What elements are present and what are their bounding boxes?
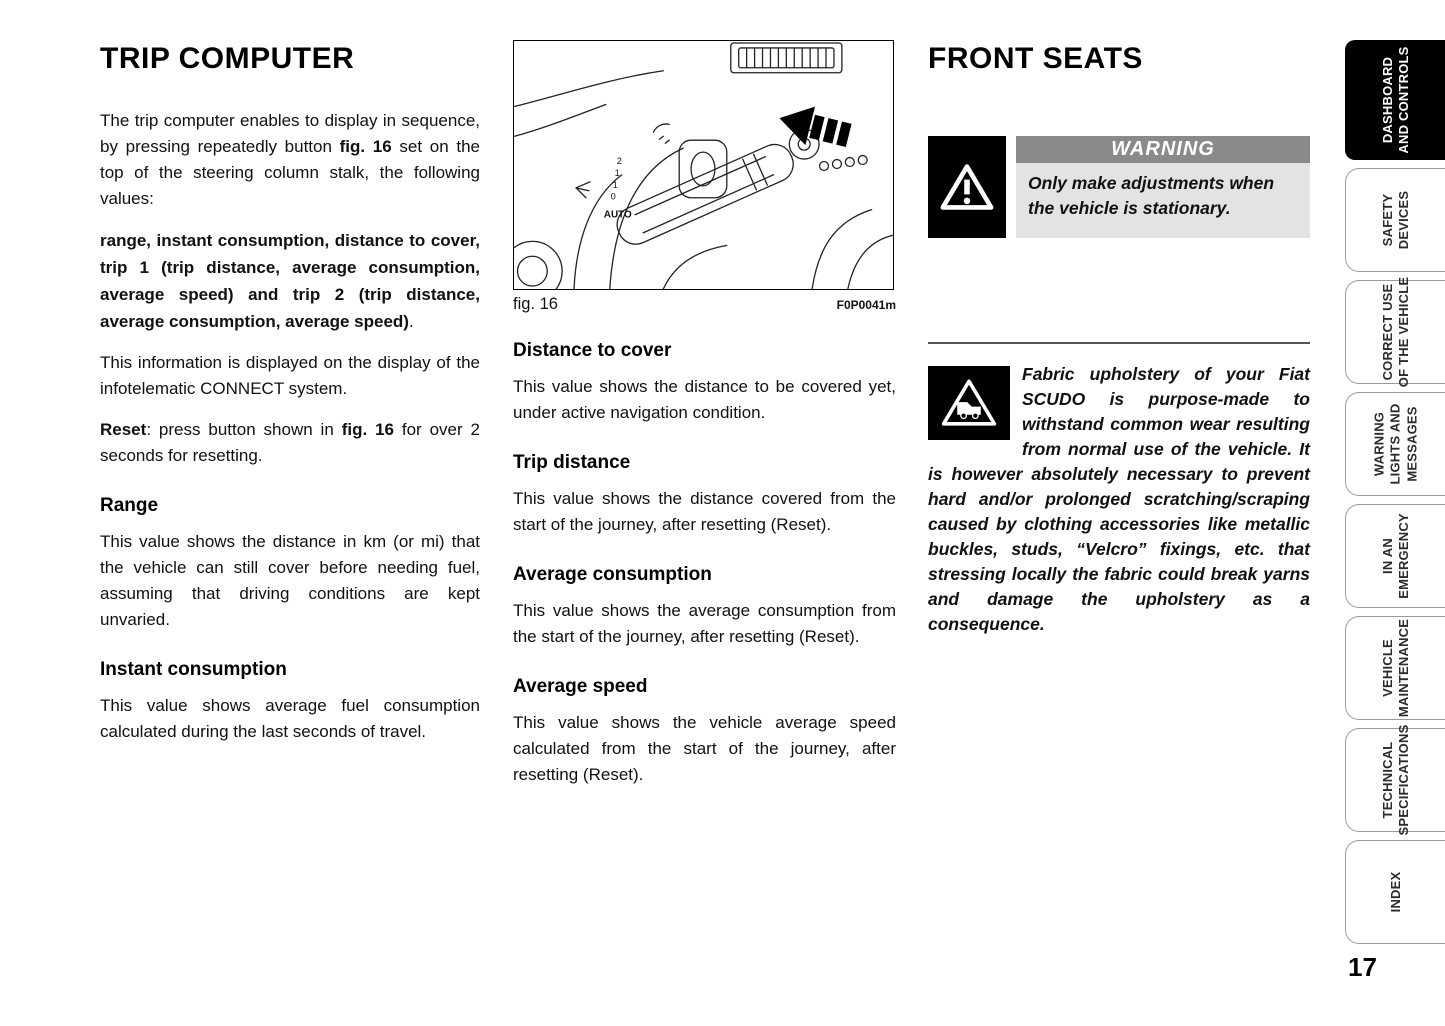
- distance-to-cover-heading: Distance to cover: [513, 340, 672, 361]
- sidebar-tab-dashboard-and-controls[interactable]: [1345, 40, 1445, 160]
- stalk-number-2: 2: [616, 156, 622, 167]
- stalk-number-0: 0: [610, 191, 616, 202]
- fig-16-reference-2: fig. 16: [341, 420, 394, 439]
- trip-distance-heading: Trip distance: [513, 452, 631, 473]
- stalk-number-1a: 1: [614, 167, 620, 178]
- reset-text: : press button shown in: [146, 420, 342, 439]
- sidebar-tab-label: TECHNICAL SPECIFICATIONS: [1379, 724, 1411, 836]
- warning-triangle-icon: [928, 136, 1006, 238]
- stalk-body: [611, 139, 799, 250]
- fabric-note-text: Fabric upholstery of your Fiat SCUDO is purpose-made to withstand common wear resulting from normal use of the vehicle. It is however absolutely necessary to prevent hard and/or prolonged scratching/scraping caused by clothing accessories like metallic buckles, studs, “Velcro” fixings, etc. that stressing locally the fabric could break yarns and damage the upholstery as a consequence.: [928, 364, 1310, 634]
- stalk-number-1b: 1: [612, 179, 618, 190]
- range-paragraph: This value shows the distance in km (or mi) that the vehicle can still cover before needing fuel, assuming that driving conditions are kept unvaried.: [100, 532, 480, 629]
- sidebar-tab-warning-lights-and-messages[interactable]: [1345, 392, 1445, 496]
- auto-label: AUTO: [603, 209, 632, 221]
- fabric-upholstery-note: [928, 362, 1310, 637]
- page-number: 17: [1348, 952, 1377, 982]
- distance-to-cover-paragraph: This value shows the distance to be covered yet, under active navigation condition.: [513, 377, 896, 422]
- average-consumption-paragraph: This value shows the average consumption from the start of the journey, after resetting (Reset).: [513, 601, 896, 646]
- reset-label: Reset: [100, 420, 147, 439]
- intro-text: The trip computer enables to display in sequence, by pressing repeatedly button: [100, 111, 480, 156]
- caution-van-triangle-icon: [928, 366, 1010, 440]
- sidebar-tab-technical-specifications[interactable]: [1345, 724, 1445, 836]
- reset-text-cont: for over 2 seconds for resetting.: [100, 420, 481, 465]
- sidebar-tab-vehicle-maintenance[interactable]: [1345, 616, 1445, 720]
- sidebar-tab-in-an-emergency[interactable]: [1345, 504, 1445, 608]
- average-consumption-heading: Average consumption: [513, 564, 712, 585]
- sidebar-tab-label: SAFETY DEVICES: [1379, 190, 1411, 250]
- warning-text: Only make adjustments when the vehicle is stationary.: [1028, 173, 1275, 218]
- sidebar-tab-safety-devices[interactable]: [1345, 168, 1445, 272]
- sidebar-tab-correct-use-of-the-vehicle[interactable]: [1345, 276, 1445, 388]
- trip-values-descriptions: [513, 340, 896, 788]
- sidebar-tab-label: IN AN EMERGENCY: [1379, 513, 1411, 599]
- front-seats-title: FRONT SEATS: [928, 42, 1143, 75]
- figure-16-box: [513, 40, 894, 290]
- warning-header: WARNING: [1016, 136, 1310, 163]
- values-list-bold: range, instant consumption, distance to cover, trip 1 (trip distance, average consumption, average speed) and trip 2 (trip distance, average consumption, average speed): [100, 231, 480, 331]
- sidebar-tab-label: WARNING LIGHTS AND MESSAGES: [1371, 403, 1419, 485]
- values-list-period: .: [408, 312, 414, 331]
- instant-consumption-heading: Instant consumption: [100, 659, 287, 680]
- intro-text-cont: set on the top of the steering column stalk, the following values:: [100, 137, 481, 208]
- trip-computer-section: [100, 42, 480, 760]
- chapter-tab-sidebar: [1345, 40, 1445, 952]
- trip-distance-paragraph: This value shows the distance covered from the start of the journey, after resetting (Reset).: [513, 489, 896, 534]
- steering-column-stalk-drawing: [514, 41, 893, 289]
- values-list-paragraph: [100, 227, 480, 335]
- sidebar-tab-index[interactable]: [1345, 840, 1445, 944]
- front-seats-section: [928, 42, 1310, 637]
- sidebar-tab-label: VEHICLE MAINTENANCE: [1379, 618, 1411, 718]
- sidebar-tab-label: DASHBOARD AND CONTROLS: [1379, 46, 1411, 154]
- fig-16-reference: fig. 16: [339, 137, 392, 156]
- range-heading: Range: [100, 495, 159, 516]
- trip-computer-title: TRIP COMPUTER: [100, 42, 355, 75]
- trip-computer-intro: [100, 108, 480, 212]
- section-divider: [928, 342, 1310, 344]
- warning-panel: [1016, 136, 1310, 238]
- reset-paragraph: [100, 417, 480, 469]
- figure-caption-row: [513, 295, 896, 314]
- connect-system-paragraph: This information is displayed on the display of the infotelematic CONNECT system.: [100, 353, 480, 398]
- warning-box: [928, 136, 1310, 238]
- figure-caption: fig. 16: [513, 295, 558, 313]
- sidebar-tab-label: CORRECT USE OF THE VEHICLE: [1379, 276, 1411, 388]
- average-speed-paragraph: This value shows the vehicle average speed calculated from the start of the journey, after resetting (Reset).: [513, 713, 896, 784]
- pointer-arrow-icon: [775, 99, 854, 155]
- middle-column: [513, 40, 896, 803]
- average-speed-heading: Average speed: [513, 676, 648, 697]
- sidebar-tab-label: INDEX: [1387, 871, 1403, 913]
- figure-code: F0P0041m: [836, 298, 896, 312]
- instant-consumption-paragraph: This value shows average fuel consumption calculated during the last seconds of travel.: [100, 696, 480, 741]
